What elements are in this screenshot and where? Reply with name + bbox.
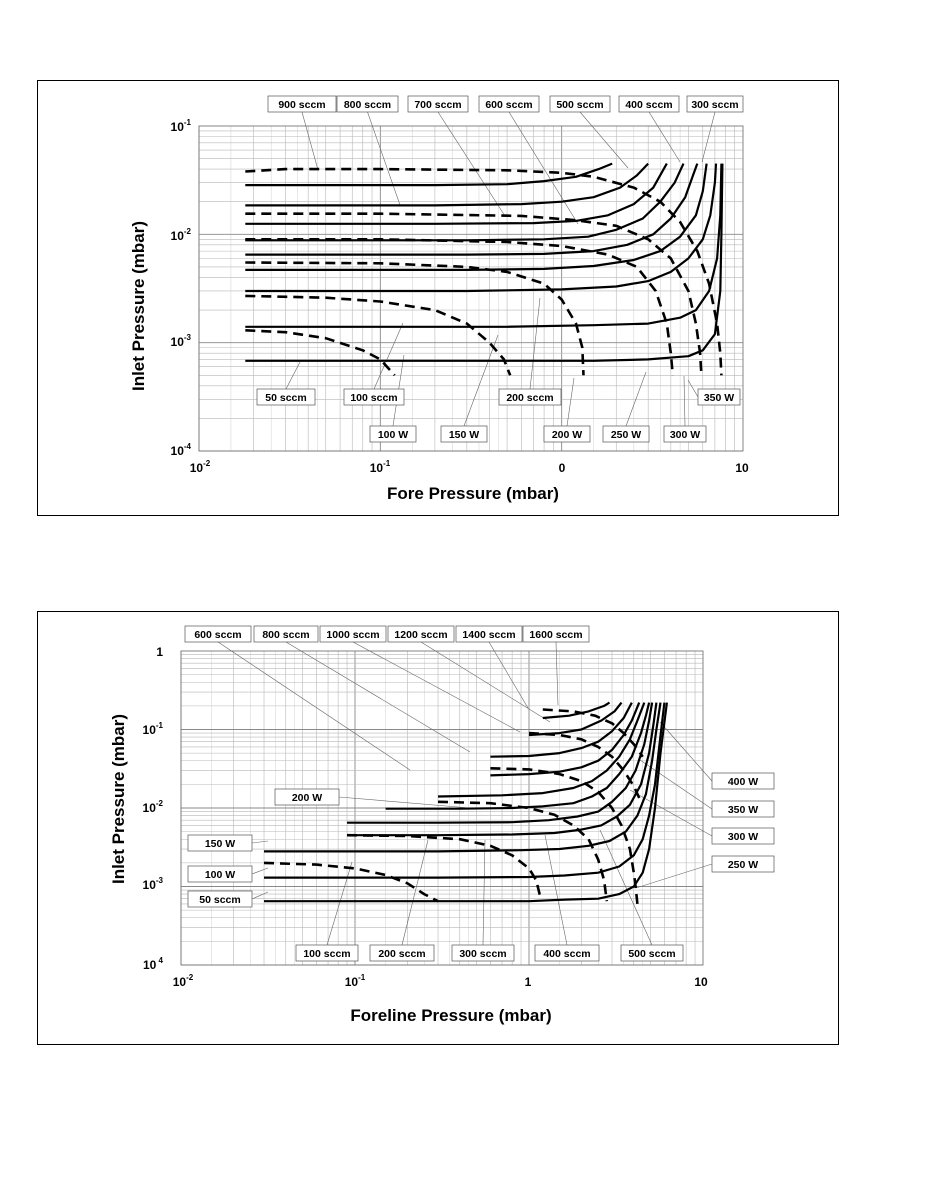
annotation-label: 300 W — [727, 831, 759, 843]
y-tick-label: $10^{-3}$ — [170, 333, 191, 349]
chart-2 — [109, 626, 774, 1025]
annotation-label: 800 sccm — [343, 99, 392, 111]
leader-line — [580, 112, 628, 168]
series-line-600-sccm-flow — [490, 703, 639, 776]
y-tick-label: $10^{-3}$ — [142, 876, 163, 892]
x-tick-label: 1 — [524, 975, 532, 989]
x-tick-label: $10^{-2}$ — [172, 973, 194, 989]
annotation-label: 100 sccm — [303, 948, 351, 960]
annotation-label: 500 sccm — [628, 948, 676, 960]
tick-labels — [143, 645, 708, 989]
leader-line — [483, 840, 485, 945]
leader-line — [509, 112, 578, 224]
annotation-label: 100 sccm — [350, 392, 398, 404]
y-tick-label: $10^{-2}$ — [170, 227, 191, 243]
annotation-labels — [185, 626, 774, 961]
annotation-label: 250 W — [610, 429, 642, 441]
series-line-150-w-power — [347, 835, 543, 901]
annotation-label: 200 W — [291, 792, 323, 804]
annotation-label: 150 W — [448, 429, 480, 441]
series-line-150-sccm-flow — [264, 703, 661, 852]
x-axis-title: Foreline Pressure (mbar) — [350, 1006, 552, 1025]
annotation-label: 800 sccm — [262, 629, 310, 641]
leader-line — [339, 797, 470, 808]
leader-line — [252, 892, 268, 899]
leader-line — [464, 335, 498, 426]
series-line-300-w-power — [245, 214, 701, 376]
y-axis-title: Inlet Pressure (mbar) — [109, 713, 128, 885]
x-tick-label: $10^{-2}$ — [189, 459, 211, 475]
annotation-label: 1200 sccm — [394, 629, 448, 641]
series-line-150-w-power — [245, 296, 510, 375]
annotation-label: 250 W — [727, 859, 759, 871]
chart-1 — [129, 96, 749, 503]
y-tick-label: 1 — [156, 645, 163, 659]
annotation-label: 600 sccm — [485, 99, 533, 111]
leader-line — [489, 642, 528, 708]
leader-line — [353, 642, 520, 732]
leader-line — [327, 862, 352, 945]
annotation-label: 50 sccm — [265, 392, 307, 404]
leader-line — [649, 112, 680, 162]
series-line-900-sccm-flow — [543, 703, 610, 718]
annotation-label: 100 W — [377, 429, 409, 441]
series-line-200-w-power — [245, 263, 583, 376]
series-line-800-sccm-flow — [245, 164, 612, 186]
annotation-label: 300 sccm — [691, 99, 739, 111]
annotation-label: 200 W — [551, 429, 583, 441]
annotation-label: 50 sccm — [199, 894, 241, 906]
annotation-label: 350 W — [703, 392, 735, 404]
y-tick-label: $10^{-4}$ — [170, 442, 191, 458]
x-tick-label: 10 — [735, 461, 749, 475]
leader-line — [702, 112, 715, 162]
series-line-350-w-power — [245, 169, 721, 375]
leader-line — [374, 323, 403, 389]
leader-line — [630, 790, 712, 836]
series-group — [245, 164, 722, 376]
series-line-100-w-power — [264, 863, 438, 901]
annotation-label: 1600 sccm — [529, 629, 583, 641]
leader-line — [252, 868, 268, 874]
annotation-label: 100 W — [204, 869, 236, 881]
annotation-label: 400 sccm — [543, 948, 591, 960]
annotation-label: 600 sccm — [194, 629, 242, 641]
x-tick-label: $10^{-1}$ — [344, 973, 366, 989]
annotation-label: 300 sccm — [459, 948, 507, 960]
leader-line — [252, 841, 268, 843]
x-tick-label: $10^{-1}$ — [369, 459, 391, 475]
leader-line — [567, 378, 574, 426]
annotation-label: 1000 sccm — [326, 629, 380, 641]
annotation-label: 200 sccm — [506, 392, 554, 404]
x-tick-label: 10 — [694, 975, 708, 989]
leader-line — [302, 112, 318, 170]
annotation-label: 400 sccm — [625, 99, 673, 111]
y-tick-label: $10^{-1}$ — [142, 721, 163, 737]
annotation-label: 700 sccm — [414, 99, 462, 111]
annotation-label: 200 sccm — [378, 948, 426, 960]
annotation-label: 350 W — [727, 804, 759, 816]
y-tick-label: $10^{-2}$ — [142, 799, 163, 815]
annotation-label: 1400 sccm — [462, 629, 516, 641]
x-axis-title: Fore Pressure (mbar) — [387, 484, 559, 503]
y-tick-label: $10^{-1}$ — [170, 118, 191, 134]
x-tick-label: 0 — [558, 461, 566, 475]
annotation-label: 500 sccm — [556, 99, 604, 111]
leader-line — [636, 864, 712, 888]
annotation-label: 900 sccm — [278, 99, 326, 111]
series-line-250-w-power — [245, 239, 673, 375]
leader-line — [556, 642, 558, 705]
series-line-100-sccm-flow — [245, 164, 721, 327]
annotation-label: 400 W — [727, 776, 759, 788]
y-axis-title: Inlet Pressure (mbar) — [129, 220, 148, 392]
leader-line — [438, 112, 505, 216]
y-tick-label: 10 $^4$ — [142, 956, 163, 972]
annotation-label: 300 W — [669, 429, 701, 441]
leader-line — [626, 372, 646, 426]
leader-line — [688, 380, 698, 397]
annotation-label: 150 W — [204, 838, 236, 850]
